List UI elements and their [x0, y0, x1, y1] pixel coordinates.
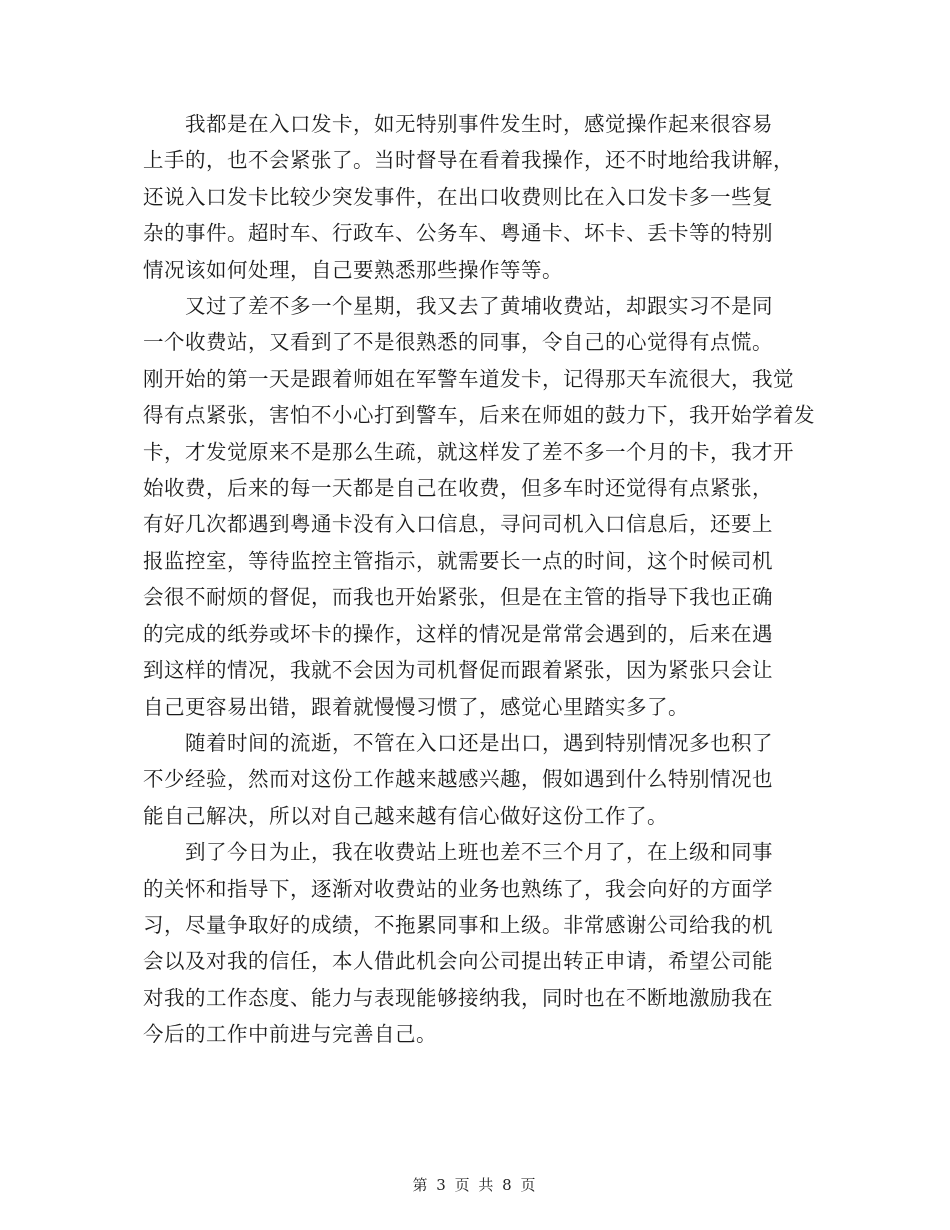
text-line: 自己更容易出错，跟着就慢慢习惯了，感觉心里踏实多了。 [143, 694, 689, 719]
text-line: 得有点紧张，害怕不小心打到警车，后来在师姐的鼓力下，我开始学着发 [143, 403, 815, 428]
text-line: 会以及对我的信任，本人借此机会向公司提出转正申请，希望公司能 [143, 949, 773, 974]
text-line: 对我的工作态度、能力与表现能够接纳我，同时也在不断地激励我在 [143, 985, 773, 1010]
text-line: 的关怀和指导下，逐渐对收费站的业务也熟练了，我会向好的方面学 [143, 876, 773, 901]
text-line: 到这样的情况，我就不会因为司机督促而跟着紧张，因为紧张只会让 [143, 658, 773, 683]
text-line: 杂的事件。超时车、行政车、公务车、粤通卡、坏卡、丢卡等的特别 [143, 221, 773, 246]
text-line: 我都是在入口发卡，如无特别事件发生时，感觉操作起来很容易 [143, 112, 773, 136]
text-line: 不少经验，然而对这份工作越来越感兴趣，假如遇到什么特别情况也 [143, 767, 773, 792]
paragraph-2 [143, 288, 815, 725]
text-line: 卡，才发觉原来不是那么生疏，就这样发了差不多一个月的卡，我才开 [143, 439, 794, 464]
text-line: 能自己解决，所以对自己越来越有信心做好这份工作了。 [143, 803, 668, 828]
text-line: 习，尽量争取好的成绩，不拖累同事和上级。非常感谢公司给我的机 [143, 912, 773, 937]
text-line: 上手的，也不会紧张了。当时督导在看着我操作，还不时地给我讲解， [143, 148, 794, 173]
paragraph-4 [143, 834, 808, 1052]
paragraph-1 [143, 106, 808, 288]
text-line: 情况该如何处理，自己要熟悉那些操作等等。 [143, 257, 563, 282]
text-line: 又过了差不多一个星期，我又去了黄埔收费站，却跟实习不是同 [143, 294, 773, 319]
text-line: 随着时间的流逝，不管在入口还是出口，遇到特别情况多也积了 [143, 730, 773, 755]
text-line: 还说入口发卡比较少突发事件，在出口收费则比在入口发卡多一些复 [143, 184, 773, 209]
text-line: 会很不耐烦的督促，而我也开始紧张，但是在主管的指导下我也正确 [143, 585, 773, 610]
paragraph-3 [143, 725, 808, 834]
text-line: 有好几次都遇到粤通卡没有入口信息，寻问司机入口信息后，还要上 [143, 512, 773, 537]
text-line: 的完成的纸券或坏卡的操作，这样的情况是常常会遇到的，后来在遇 [143, 621, 773, 646]
text-line: 报监控室，等待监控主管指示，就需要长一点的时间，这个时候司机 [143, 548, 773, 573]
text-line: 一个收费站，又看到了不是很熟悉的同事，令自己的心觉得有点慌。 [143, 330, 773, 355]
document-body [143, 106, 815, 1053]
text-line: 今后的工作中前进与完善自己。 [143, 1022, 437, 1047]
page-number-footer: 第 3 页 共 8 页 [412, 1176, 538, 1194]
text-line: 到了今日为止，我在收费站上班也差不三个月了，在上级和同事 [143, 840, 773, 865]
text-line: 始收费，后来的每一天都是自己在收费，但多车时还觉得有点紧张， [143, 476, 773, 501]
text-line: 刚开始的第一天是跟着师姐在军警车道发卡，记得那天车流很大，我觉 [143, 366, 794, 391]
